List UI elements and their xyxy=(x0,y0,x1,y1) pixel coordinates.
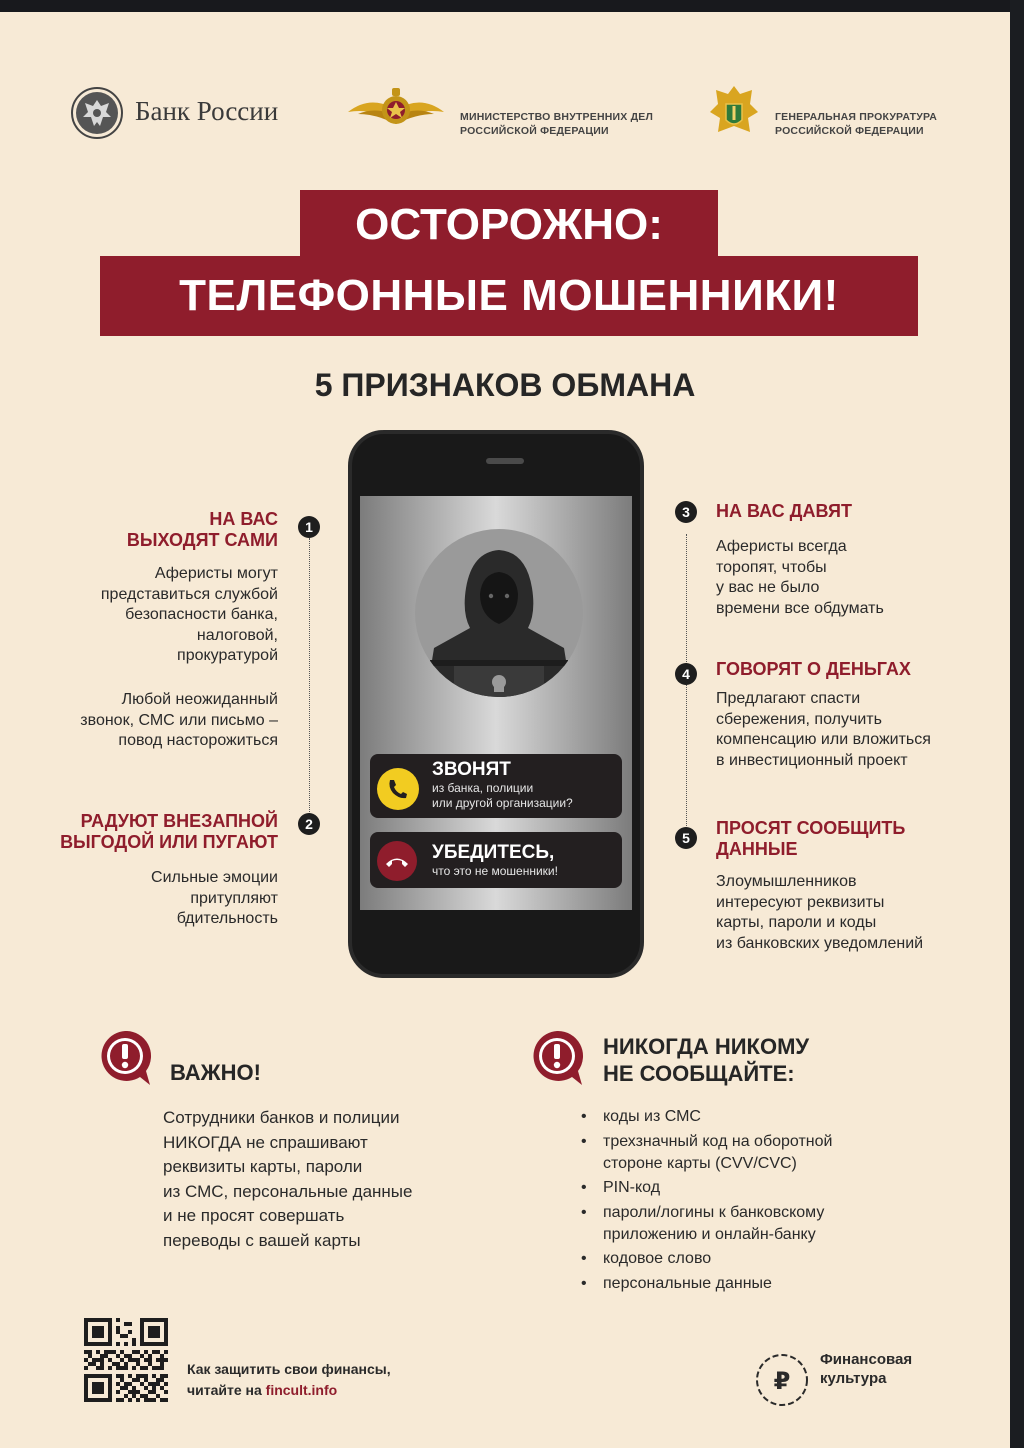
never-heading-line: НЕ СООБЩАЙТЕ: xyxy=(603,1061,795,1086)
text-line: торопят, чтобы xyxy=(716,558,827,576)
text-line: Предлагают спасти xyxy=(716,690,861,707)
sign-1-text xyxy=(30,564,278,667)
top-frame xyxy=(0,0,1024,12)
incoming-call-sub: или другой организации? xyxy=(432,796,573,810)
important-text xyxy=(163,1106,483,1253)
list-item-text: приложению и онлайн-банку xyxy=(603,1225,816,1243)
incoming-call-text xyxy=(432,759,573,811)
text-line: у вас не было xyxy=(716,579,820,596)
text-line: представиться службой xyxy=(100,585,278,603)
bank-russia-emblem-icon xyxy=(70,86,124,140)
text-line: компенсацию или вложиться xyxy=(716,731,931,748)
bank-russia-name: Банк России xyxy=(135,96,279,126)
text-line: времени все обдумать xyxy=(716,599,884,617)
sign-heading-line: ВЫХОДЯТ САМИ xyxy=(126,530,278,550)
list-item-text: трехзначный код на оборотной xyxy=(603,1132,833,1150)
decline-call-icon xyxy=(376,840,418,882)
incoming-call-sub: из банка, полиции xyxy=(432,781,534,795)
text-line: сбережения, получить xyxy=(716,710,882,728)
sign-heading-line: ПРОСЯТ СООБЩИТЬ xyxy=(716,818,906,838)
text-line: Злоумышленников xyxy=(716,873,857,890)
sign-1-text-2 xyxy=(20,690,278,752)
sign-5-heading xyxy=(716,818,996,860)
decline-call-text xyxy=(432,842,558,879)
text-line: в инвестиционный проект xyxy=(716,751,908,769)
list-item-text: персональные данные xyxy=(603,1274,772,1292)
prosecutor-emblem-icon xyxy=(706,82,762,144)
sign-heading-line: ДАННЫЕ xyxy=(716,839,798,859)
text-line: из банковских уведомлений xyxy=(716,934,924,952)
sign-number: 3 xyxy=(675,501,697,523)
sign-2-text xyxy=(60,868,278,930)
sign-number: 4 xyxy=(675,663,697,685)
text-line: карты, пароли и коды xyxy=(716,914,877,931)
hacker-avatar-icon xyxy=(414,528,584,698)
decline-call-title: УБЕДИТЕСЬ, xyxy=(432,842,555,863)
sign-heading-line: ГОВОРЯТ О ДЕНЬГАХ xyxy=(716,659,911,679)
prosecutor-name xyxy=(775,110,937,138)
prosecutor-name-line: РОССИЙСКОЙ ФЕДЕРАЦИИ xyxy=(775,125,924,137)
list-item xyxy=(581,1248,911,1270)
fincult-link[interactable]: fincult.info xyxy=(265,1382,338,1398)
title-line-1: ОСТОРОЖНО: xyxy=(300,190,718,260)
sign-heading-line: ВЫГОДОЙ ИЛИ ПУГАЮТ xyxy=(60,832,278,852)
sign-2-heading xyxy=(20,811,278,853)
text-line: интересуют реквизиты xyxy=(716,893,885,911)
list-item-text: кодовое слово xyxy=(603,1250,712,1267)
text-line: из СМС, персональные данные xyxy=(163,1181,413,1201)
text-line: Сотрудники банков и полиции xyxy=(163,1108,400,1127)
text-line: Аферисты могут xyxy=(154,565,278,582)
never-heading-line: НИКОГДА НИКОМУ xyxy=(603,1034,810,1059)
exclamation-bubble-icon xyxy=(96,1028,154,1088)
sign-number: 1 xyxy=(298,516,320,538)
text-line: реквизиты карты, пароли xyxy=(163,1157,363,1176)
prosecutor-name-line: ГЕНЕРАЛЬНАЯ ПРОКУРАТУРА xyxy=(775,111,938,123)
sign-heading-line: НА ВАС ДАВЯТ xyxy=(716,501,852,521)
exclamation-bubble-icon xyxy=(528,1028,586,1088)
list-item-text: PIN-код xyxy=(603,1179,661,1196)
never-list xyxy=(581,1106,911,1297)
list-item xyxy=(581,1177,911,1199)
incoming-call-title: ЗВОНЯТ xyxy=(432,759,511,780)
right-frame xyxy=(1010,0,1024,1448)
footer-line-2-prefix: читайте на xyxy=(187,1382,266,1398)
title-line-2: ТЕЛЕФОННЫЕ МОШЕННИКИ! xyxy=(100,256,918,336)
text-line: безопасности банка, xyxy=(125,606,278,623)
mvd-name-line: МИНИСТЕРСТВО ВНУТРЕННИХ ДЕЛ xyxy=(460,111,654,123)
sign-heading-line: РАДУЮТ ВНЕЗАПНОЙ xyxy=(80,811,278,831)
financial-culture-brand xyxy=(820,1350,912,1388)
text-line: переводы с вашей карты xyxy=(163,1230,361,1250)
sign-5-text xyxy=(716,872,996,954)
text-line: налоговой, xyxy=(196,626,278,644)
text-line: Сильные эмоции xyxy=(151,869,278,886)
text-line: повод насторожиться xyxy=(118,732,278,749)
text-line: притупляют xyxy=(190,889,278,907)
financial-culture-logo-icon xyxy=(754,1352,810,1408)
answer-call-icon xyxy=(376,767,420,811)
qr-code-icon[interactable] xyxy=(84,1318,168,1402)
footer-line-1: Как защитить свои финансы, xyxy=(187,1361,391,1377)
list-item-text: пароли/логины к банковскому xyxy=(603,1203,825,1221)
list-item xyxy=(581,1106,911,1128)
mvd-emblem-icon xyxy=(346,84,446,140)
text-line: Любой неожиданный xyxy=(121,691,278,708)
sign-4-text xyxy=(716,689,996,771)
text-line: звонок, СМС или письмо – xyxy=(80,711,278,729)
sign-number: 5 xyxy=(675,827,697,849)
sign-1-heading xyxy=(60,509,278,551)
brand-line: Финансовая xyxy=(820,1351,913,1368)
list-item-text: стороне карты (CVV/CVC) xyxy=(603,1154,797,1172)
subtitle: 5 ПРИЗНАКОВ ОБМАНА xyxy=(314,367,696,403)
text-line: НИКОГДА не спрашивают xyxy=(163,1132,368,1152)
text-line: прокуратурой xyxy=(177,647,278,664)
ruble-glyph: ₽ xyxy=(773,1367,791,1395)
footer-text xyxy=(187,1359,391,1401)
mvd-name-line: РОССИЙСКОЙ ФЕДЕРАЦИИ xyxy=(460,125,609,137)
text-line: Аферисты всегда xyxy=(716,538,847,555)
sign-heading-line: НА ВАС xyxy=(209,509,278,529)
text-line: и не просят совершать xyxy=(163,1206,345,1225)
sign-number: 2 xyxy=(298,813,320,835)
sign-3-heading xyxy=(716,501,976,522)
text-line: бдительность xyxy=(176,910,278,927)
left-connector-line xyxy=(309,538,310,820)
phone-speaker xyxy=(486,458,524,464)
footer-line-2 xyxy=(187,1380,391,1401)
important-heading: ВАЖНО! xyxy=(170,1060,261,1085)
decline-call-sub: что это не мошенники! xyxy=(432,864,558,878)
list-item xyxy=(581,1131,911,1175)
mvd-name xyxy=(460,110,653,138)
brand-line: культура xyxy=(820,1370,887,1387)
list-item xyxy=(581,1202,911,1246)
sign-3-text xyxy=(716,537,976,619)
sign-4-heading xyxy=(716,659,996,680)
never-heading xyxy=(603,1033,809,1087)
list-item xyxy=(581,1273,911,1295)
poster xyxy=(0,12,1010,1448)
list-item-text: коды из СМС xyxy=(603,1108,701,1125)
